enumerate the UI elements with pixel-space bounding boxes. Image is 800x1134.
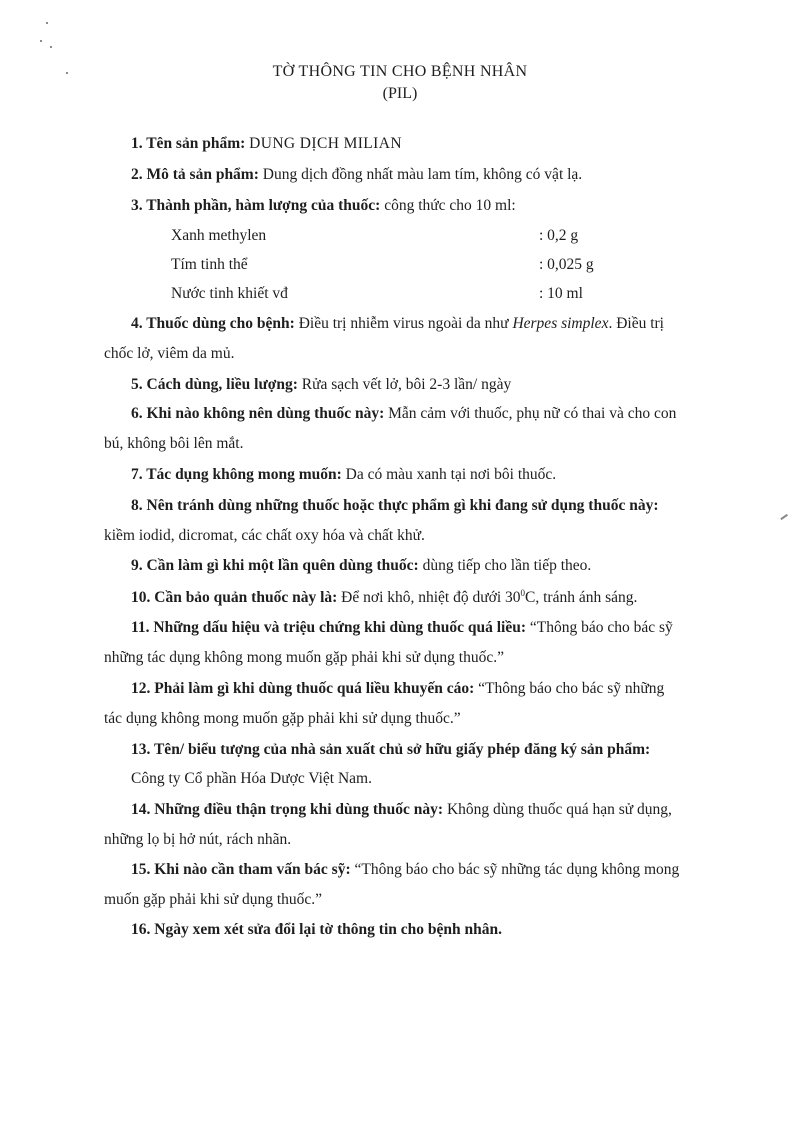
item-16-label: 16. Ngày xem xét sửa đổi lại tờ thông tin cho bệnh nhân. [131,921,502,938]
item-4 [131,315,664,333]
item-5-label: 5. Cách dùng, liều lượng: [131,376,298,393]
item-13-label: 13. Tên/ biểu tượng của nhà sản xuất chủ sở hữu giấy phép đăng ký sản phẩm: [131,741,651,758]
page-subtitle: (PIL) [382,85,418,102]
item-9-label: 9. Cần làm gì khi một lần quên dùng thuốc: [131,557,419,574]
scan-speck [50,46,52,48]
item-5-value: Rửa sạch vết lở, bôi 2-3 lần/ ngày [301,376,512,393]
item-7 [131,466,556,484]
item-8-label: 8. Nên tránh dùng những thuốc hoặc thực phẩm gì khi đang sử dụng thuốc này: [131,497,659,514]
item-4-label: 4. Thuốc dùng cho bệnh: [131,315,295,332]
item-9 [131,557,591,575]
item-6-label: 6. Khi nào không nên dùng thuốc này: [131,405,385,422]
item-11-line-2: những tác dụng không mong muốn gặp phải khi sử dụng thuốc.” [104,649,504,666]
item-15-line-2: muốn gặp phải khi sử dụng thuốc.” [104,891,323,908]
item-4-value: Điều trị nhiễm virus ngoài da như [298,315,509,332]
item-12 [131,680,664,698]
item-2-label: 2. Mô tả sản phẩm: [131,166,259,183]
item-4-value-italic: Herpes simplex [512,315,609,332]
item-1 [131,135,402,153]
item-1-label: 1. Tên sản phẩm: [131,135,246,152]
item-10-value-end: C, tránh ánh sáng. [525,589,638,607]
item-14-value: Không dùng thuốc quá hạn sử dụng, [446,801,672,818]
ingredient-name: Xanh methylen [171,227,267,244]
scan-mark [780,514,787,520]
ingredient-amount: : 0,025 g [539,256,594,273]
item-9-value: dùng tiếp cho lần tiếp theo. [422,557,592,574]
item-11 [131,619,673,637]
item-15-label: 15. Khi nào cần tham vấn bác sỹ: [131,861,351,878]
ingredient-name: Nước tinh khiết vđ [171,285,288,302]
item-6-line-2: bú, không bôi lên mắt. [104,435,244,452]
item-5 [131,376,511,394]
item-2 [131,166,582,184]
item-14-label: 14. Những điều thận trọng khi dùng thuốc này: [131,801,444,818]
item-3-label: 3. Thành phần, hàm lượng của thuốc: [131,197,381,214]
item-10-value: Để nơi khô, nhiệt độ dưới 30 [341,589,521,607]
item-4-value-end: . Điều trị [608,315,664,332]
item-7-label: 7. Tác dụng không mong muốn: [131,466,342,483]
item-12-value: “Thông báo cho bác sỹ những [478,680,665,697]
item-6-value: Mẫn cảm với thuốc, phụ nữ có thai và cho con [388,405,677,422]
item-3 [131,197,516,215]
item-14-line-2: những lọ bị hở nút, rách nhãn. [104,831,292,848]
item-15-value: “Thông báo cho bác sỹ những tác dụng không mong [354,861,680,878]
item-11-value: “Thông báo cho bác sỹ [529,619,673,636]
item-10-label: 10. Cần bảo quản thuốc này là: [131,589,338,607]
degree-sup: 0 [520,588,526,598]
ingredient-amount: : 0,2 g [539,227,579,244]
item-6 [131,405,676,423]
item-7-value: Da có màu xanh tại nơi bôi thuốc. [345,466,557,483]
item-1-value: DUNG DỊCH MILIAN [249,135,402,152]
item-15 [131,861,679,879]
page-title: TỜ THÔNG TIN CHO BỆNH NHÂN [272,63,528,80]
scan-speck [40,40,42,42]
item-14 [131,801,672,819]
item-2-value: Dung dịch đồng nhất màu lam tím, không có vật lạ. [262,166,583,183]
item-13-line-2: Công ty Cổ phần Hóa Dược Việt Nam. [131,770,372,787]
item-12-line-2: tác dụng không mong muốn gặp phải khi sử dụng thuốc.” [104,710,461,727]
item-8-line-2: kiềm iodid, dicromat, các chất oxy hóa và chất khử. [104,527,425,544]
ingredient-amount: : 10 ml [539,285,583,302]
item-10 [131,588,637,607]
ingredient-name: Tím tinh thể [171,256,248,273]
item-12-label: 12. Phải làm gì khi dùng thuốc quá liều khuyến cáo: [131,680,475,697]
item-3-value: công thức cho 10 ml: [384,197,516,214]
scan-speck [46,22,48,24]
item-4-line-2: chốc lở, viêm da mủ. [104,345,235,362]
item-11-label: 11. Những dấu hiệu và triệu chứng khi dùng thuốc quá liều: [131,619,527,636]
